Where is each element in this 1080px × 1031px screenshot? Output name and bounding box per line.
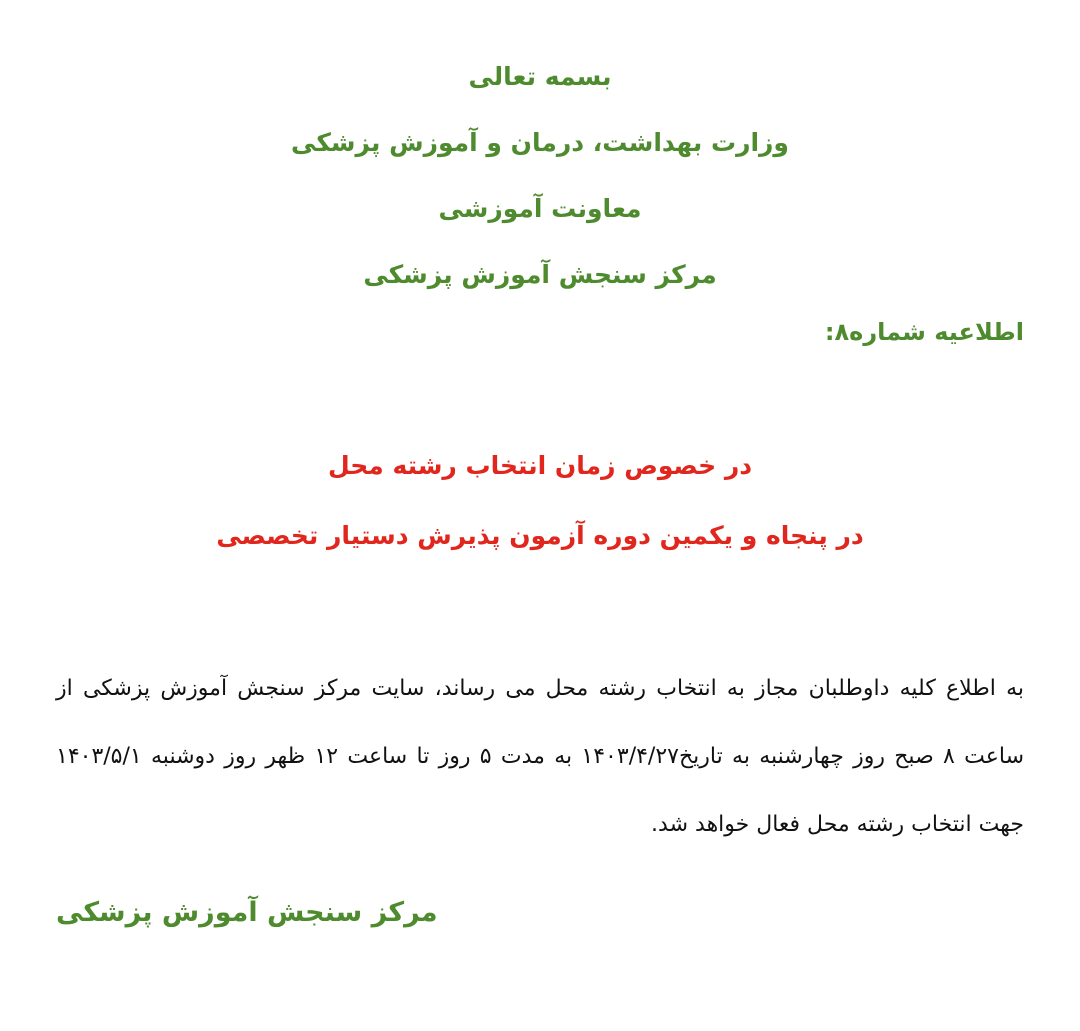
notice-body: به اطلاع کلیه داوطلبان مجاز به انتخاب رشته محل می رساند، سایت مرکز سنجش آموزش پزشکی از ساعت ۸ صبح روز چهارشنبه به تاریخ۱۴۰۳/۴/۲۷ به مدت ۵ روز تا ساعت ۱۲ ظهر روز دوشنبه ۱۴۰۳/۵/۱ جهت انتخاب رشته محل فعال خواهد شد. (56, 675, 1025, 837)
notice-subject (56, 431, 1024, 571)
announcement-document (0, 44, 1080, 1031)
header-deputy: معاونت آموزشی (438, 194, 642, 223)
header-ministry: وزارت بهداشت، درمان و آموزش پزشکی (291, 128, 789, 157)
document-header (56, 44, 1024, 308)
signature: مرکز سنجش آموزش پزشکی (56, 896, 438, 928)
subject-line-2: در پنجاه و یکمین دوره آزمون پذیرش دستیار تخصصی (216, 520, 864, 550)
header-center: مرکز سنجش آموزش پزشکی (363, 260, 717, 289)
header-basmala: بسمه تعالی (468, 62, 612, 91)
notice-number: اطلاعیه شماره۸: (824, 318, 1024, 346)
subject-line-1: در خصوص زمان انتخاب رشته محل (327, 450, 753, 480)
